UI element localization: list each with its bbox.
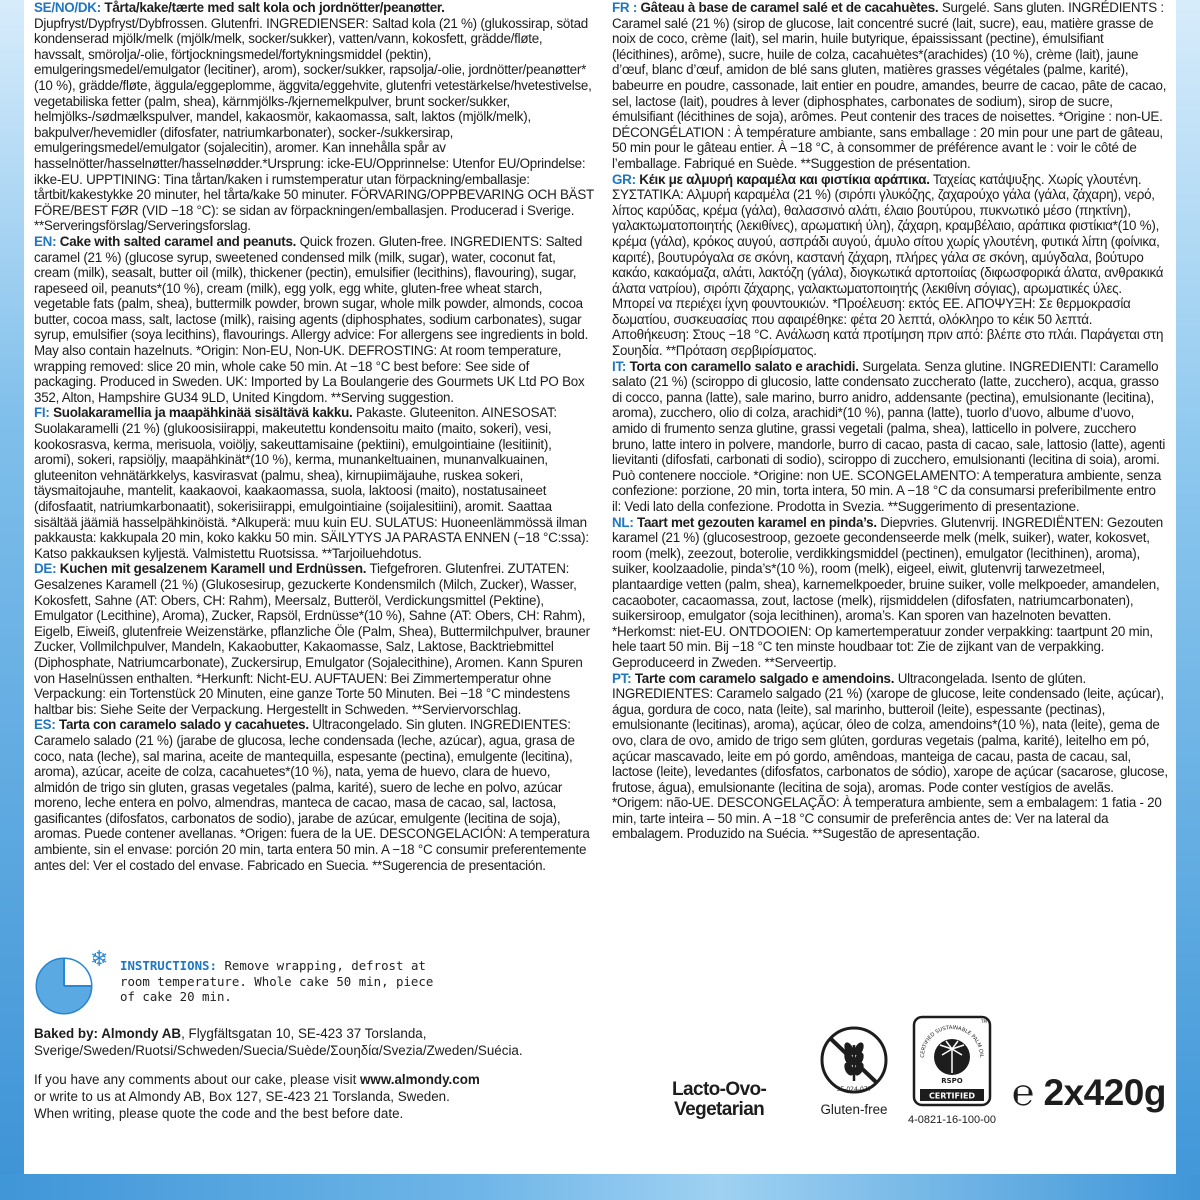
ingredients-column-right xyxy=(612,0,1168,842)
contact-line-2: or write to us at Almondy AB, Box 127, SE-423 21 Torslanda, Sweden. xyxy=(34,1089,450,1104)
bottom-border-decoration xyxy=(0,1174,1200,1200)
contact-line-3: When writing, please quote the code and the best before date. xyxy=(34,1106,404,1121)
snowflake-icon: ❄ xyxy=(90,946,109,971)
label-panel xyxy=(24,0,1176,1174)
rspo-certified: CERTIFIED xyxy=(928,1091,976,1101)
estimated-sign-icon: ℮ xyxy=(1012,1072,1034,1113)
rspo-code: 4-0821-16-100-00 xyxy=(907,1114,997,1126)
section-gr: GR: Κέικ με αλμυρή καραμέλα και φιστίκια αράπικα. Ταχείας κατάψυξης. Χωρίς γλουτένη. ΣΥΣΤΑΤΙΚΑ: Αλμυρή καραμέλα (21 %) (σιρόπι γλυκόζης, ζαχαρούχο γάλα (γάλα, ζάχαρη), νερό, λίπος καρύδας, κρέμα (γάλα), θαλασσινό αλάτι, έλαιο βουτύρου, πυκνωτικό μέσο (πηκτίνη), γαλακτωματοποιητής (λεκιθίνες), αρωματική ύλη), ζάχαρη, κραμβέλαιο, αράπικα φιστίκια*(10 %), κρέμα (γάλα), κρόκος αυγού, ασπράδι αυγού, άμυλο σίτου χωρίς γλουτένη, φυτικά λίπη (φοίνικα, καριτέ), βουτυρόγαλα σε σκόνη, καστανή ζάχαρη, πλήρες γάλα σε σκόνη, αμύγδαλα, βούτυρο κακάο, κακαόμαζα, αλάτι, λακτόζη (γάλα), διογκωτικά αρτοποιίας (διφωσφορικά άλατα, ανθρακικά άλατα νατρίου), σιρόπι ζάχαρης, γαλακτωματοποιητής (λεκιθίνη σόγιας), αρωματικές ύλες. Μπορεί να περιέχει ίχνη φουντουκιών. *Προέλευση: εκτός ΕΕ. ΑΠΟΨΥΞΗ: Σε θερμοκρασία δωματίου, συσκευασίας που αφαιρέθηκε: φέτα 20 λεπτά, ολόκληρο το κέικ 50 λεπτά. Αποθήκευση: Στους −18 °C. Ανάλωση κατά προτίμηση πριν από: βλέπε στο πλάι. Παράγεται στη Σουηδία. **Πρόταση σερβιρίσματος. xyxy=(612,171,1164,359)
net-weight: ℮ 2x420g xyxy=(1012,1072,1166,1113)
section-it: IT: Torta con caramello salato e arachidi. Surgelata. Senza glutine. INGREDIENTI: Caramello salato (21 %) (sciroppo di glucosio, latte condensato zuccherato (latte, zucchero), acqua, grasso di cocco, panna (latte), sale marino, burro anidro, addensante (pectina), emulsionante (lecitina), aroma), zucchero, olio di colza, arachidi*(10 %), panna (latte), tuorlo d’uovo, albume d’uovo, amido di frumento senza glutine, grassi vegetali (palma, shea), latticello in polvere, zucchero bruno, latte intero in polvere, mandorle, burro di cacao, pasta di cacao, sale, lattosio (latte), agenti lievitanti (difosfati, carbonati di sodio), sciroppo di zucchero, emulsionanti (lecitina di soia), aromi. Può contenere nocciole. *Origine: non UE. SCONGELAMENTO: A temperatura ambiente, senza confezione: porzione, 20 min, torta intera, 50 min. A −18 °C da consumarsi preferibilmente entro il: Vedi lato della confezione. Prodotta in Svezia. **Suggerimento di presentazione. xyxy=(612,358,1166,514)
website-link[interactable]: www.almondy.com xyxy=(360,1072,480,1087)
rspo-trademark: TM xyxy=(981,1019,987,1024)
gluten-free-badge xyxy=(804,1025,904,1117)
gluten-free-label: Gluten-free xyxy=(820,1102,888,1117)
section-se-no-dk: SE/NO/DK: Tårta/kake/tærte med salt kola och jordnötter/peanøtter. Djupfryst/Dypfryst/Dybfrossen. Glutenfri. INGREDIENSER: Saltad kola (21 %) (glukossirap, sötad kondenserad mjölk/melk (mjölk/melk, socker/sukker), vatten/vann, kokosfett, grädde/fløte, havssalt, smörolja/-olie, förtjockningsmedel/fortykningsmiddel (pektin), emulgeringsmedel/emulgator (lecitiner), arom), socker/sukker, rapsolja/-olie, jordnötter/peanøtter*(10 %), grädde/fløte, äggula/eggeplomme, äggvita/eggehvite, glutenfri vetestärkelse/hvetestivelse, vegetabiliska fetter (palm, shea), kärnmjölks-/kjernemelkpulver, brunt socker/sukker, helmjölks-/sødmælkspulver, mandel, kakaosmör, kakaomassa, salt, laktos (mjölk/melk), bakpulver/hevemidler (difosfater, natriumkarbonater), socker-/sukkersirap, emulgeringsmedel/emulgator (sojalecitin), aromer. Kan innehålla spår av hasselnötter/hasselnøtter/hasselnødder.*Ursprung: icke-EU/Opprinnelse: Utenfor EU/Oprindelse: ikke-EU. UPPTINING: Tina tårtan/kaken i rumstemperatur utan förpackning/emballasje: tårtbit/kakestykke 20 minuter, hel tårta/kake 50 minuter. FÖRVARING/OPPBEVARING OCH BÄST FÖRE/BEST FØR (VID −18 °C): se sidan av förpackningen/emballasjen. Producerad i Sverige. **Serveringsförslag/Serveringsforslag. xyxy=(34,0,594,234)
contact-info xyxy=(34,1071,594,1122)
rspo-badge xyxy=(904,1015,1000,1126)
rspo-ring-text: CERTIFIED SUSTAINABLE PALM OIL xyxy=(919,1024,985,1058)
crossed-grain-icon xyxy=(819,1025,889,1095)
instructions-text: INSTRUCTIONS: Remove wrapping, defrost at room temperature. Whole cake 50 min, piece of cake 20 min. xyxy=(120,958,434,1004)
left-border-decoration xyxy=(0,0,24,1200)
section-es: ES: Tarta con caramelo salado y cacahuetes. Ultracongelado. Sin gluten. INGREDIENTES: Caramelo salado (21 %) (jarabe de glucosa, leche condensada (leche, azúcar), agua, grasa de coco, nata (leche), sal marina, aceite de mantequilla, espesante (pectina), emulgente (lecitina), aroma), azúcar, aceite de colza, cacahuetes*(10 %), nata, yema de huevo, clara de huevo, almidón de trigo sin gluten, grasas vegetales (palma, karité), suero de leche en polvo, azúcar moreno, leche entera en polvo, almendras, manteca de cacao, masa de cacao, sal, lactosa, gasificantes (difosfatos, carbonatos de sodio), jarabe de azúcar, emulgente (lecitina de soja), aromas. Puede contener avellanas. *Origen: fuera de la UE. DESCONGELACIÓN: A temperatura ambiente, sin el envase: porción 20 min, tarta entera 50 min. A −18 °C consumir preferentemente antes del: Ver el costado del envase. Fabricado en Suecia. **Sugerencia de presentación. xyxy=(34,717,590,873)
section-de: DE: Kuchen mit gesalzenem Karamell und Erdnüssen. Tiefgefroren. Glutenfrei. ZUTATEN: Gesalzenes Karamell (21 %) (Glukosesirup, gezuckerte Kondensmilch (Milch, Zucker), Wasser, Kokosfett, Sahne (AT: Obers, CH: Rahm), Meersalz, Butteröl, Verdickungsmittel (Pektine), Emulgator (Lecithine), Aroma), Zucker, Rapsöl, Erdnüsse*(10 %), Sahne (AT: Obers, CH: Rahm), Eigelb, Eiweiß, glutenfreie Weizenstärke, pflanzliche Öle (Palm, Shea), Buttermilchpulver, brauner Zucker, Vollmilchpulver, Mandeln, Kakaobutter, Kakaomasse, Salz, Laktose, Backtriebmittel (Diphosphate, Natriumcarbonate), Zuckersirup, Emulgator (Sojalecithine), Aromen. Kann Spuren von Haselnüssen enthalten. *Herkunft: Nicht-EU. AUFTAUEN: Bei Zimmertemperatur ohne Verpackung: ein Tortenstück 20 Minuten, eine ganze Torte 50 Minuten. Bei −18 °C mindestens haltbar bis: Siehe Seite der Verpackung. Hergestellt in Schweden. **Serviervorschlag. xyxy=(34,561,590,717)
section-en: EN: Cake with salted caramel and peanuts. Quick frozen. Gluten-free. INGREDIENTS: Salted caramel (21 %) (glucose syrup, sweetened condensed milk (milk, sugar), water, coconut fat, cream (milk), seasalt, butter oil (milk), thickener (pectin), emulsifier (lecithins), flavouring), sugar, rapeseed oil, peanuts*(10 %), cream (milk), egg yolk, egg white, gluten-free wheat starch, vegetable fats (palm, shea), buttermilk powder, brown sugar, whole milk powder, almonds, cocoa butter, cocoa mass, salt, lactose (milk), raising agents (diphosphates, sodium carbonates), sugar syrup, emulsifier (soya lecithins), flavourings. Allergy advice: For allergens see ingredients in bold. May also contain hazelnuts. *Origin: Non-EU, Non-UK. DEFROSTING: At room temperature, wrapping removed: slice 20 min, whole cake 50 min. At −18 °C best before: See side of packaging. Produced in Sweden. UK: Imported by La Boulangerie des Gourmets UK Ltd PO Box 352, Alton, Hampshire GU34 9LD, United Kingdom. **Serving suggestion. xyxy=(34,233,589,405)
rspo-name: RSPO xyxy=(941,1077,963,1085)
contact-line-1: If you have any comments about our cake, please visit www.almondy.com xyxy=(34,1072,480,1087)
instructions-block xyxy=(34,948,594,1008)
section-fi: FI: Suolakaramellia ja maapähkinää sisältävä kakku. Pakaste. Gluteeniton. AINESOSAT: Suolakaramelli (21 %) (glukoosisiirappi, makeutettu kondensoitu maito (maito, sokeri), vesi, kookosrasva, kerma, merisuola, voiöljy, sakeuttamisaine (pektiini), emulgointiaine (lesitiinit), aromi), sokeri, rapsiöljy, maapähkinät*(10 %), kerma, munankeltuainen, munanvalkuainen, gluteeniton vehnätärkkelys, kasvirasvat (palmu, shea), kirnupiimäjauhe, ruskea sokeri, täysmaitojauhe, mantelit, kaakaovoi, kaakaomassa, suola, laktoosi (maito), nostatusaineet (difosfaatit, natriumkarbonaatit), sokerisiirappi, emulgointiaine (soijalesitiini), aromit. Saattaa sisältää jäämiä hasselpähkinöistä. *Alkuperä: muu kuin EU. SULATUS: Huoneenlämmössä ilman pakkausta: kakkupala 20 min, koko kakku 50 min. SÄILYTYS JA PARASTA ENNEN (−18 °C:ssa): Katso pakkauksen kyljestä. Valmistettu Ruotsissa. **Tarjoiluehdotus. xyxy=(34,405,589,561)
gluten-free-code: SE-024-077 xyxy=(836,1086,872,1093)
clock-icon xyxy=(34,956,94,1016)
ingredients-column-left xyxy=(34,0,594,873)
section-fr: FR : Gâteau à base de caramel salé et de cacahuètes. Surgelé. Sans gluten. INGRÉDIENTS : Caramel salé (21 %) (sirop de glucose, lait concentré sucré (lait, sucre), eau, matière grasse de noix de coco, crème (lait), sel marin, huile butyrique, épaississant (pectine), émulsifiant (lécithines), arôme), sucre, huile de colza, cacahuètes*(arachides) (10 %), crème (lait), jaune d’œuf, blanc d’œuf, amidon de blé sans gluten, matières grasses végétales (palme, karité), babeurre en poudre, cassonade, lait entier en poudre, amandes, beurre de cacao, pâte de cacao, sel, lactose (lait), poudres à lever (diphosphates, carbonates de sodium), sirop de sucre, émulsifiant (lécithines de soja), arômes. Peut contenir des traces de noisettes. *Origine : non-UE. DÉCONGÉLATION : À température ambiante, sans emballage : 20 min pour une part de gâteau, 50 min pour le gâteau entier. À −18 °C, à consommer de préférence avant le : voir le côté de l’emballage. Fabriqué en Suède. **Suggestion de présentation. xyxy=(612,0,1167,171)
baked-by-address: Baked by: Almondy AB, Flygfältsgatan 10, SE-423 37 Torslanda, Sverige/Sweden/Ruotsi/Schweden/Suecia/Suède/Σουηδία/Svezia/Zweden/Suécia. xyxy=(34,1026,523,1058)
section-nl: NL: Taart met gezouten karamel en pinda’s. Diepvries. Glutenvrij. INGREDIËNTEN: Gezouten karamel (21 %) (glucosestroop, gezoete gecondenseerde melk (melk, suiker), water, kokosvet, room (melk), zeezout, boterolie, verdikkingsmiddel (pectinen), emulgator (lecithinen), aroma), suiker, koolzaadolie, pinda’s*(10 %), room (melk), eigeel, eiwit, glutenvrij tarwezetmeel, plantaardige vetten (palm, shea), karnemelkpoeder, bruine suiker, volle melkpoeder, amandelen, cacaoboter, cacaomassa, zout, lactose (melk), rijsmiddelen (difosfaten, natriumcarbonaten), suikersiroop, emulgator (soja lecithinen), aroma’s. Kan sporen van hazelnoten bevatten. *Herkomst: niet-EU. ONTDOOIEN: Op kamertemperatuur zonder verpakking: taartpunt 20 min, hele taart 50 min. Bij −18 °C ten minste houdbaar tot: Zie de zijkant van de verpakking. Geproduceerd in Zweden. **Serveertip. xyxy=(612,514,1163,670)
section-pt: PT: Tarte com caramelo salgado e amendoins. Ultracongelada. Isento de glúten. INGREDIENTES: Caramelo salgado (21 %) (xarope de glucose, leite condensado (leite, açúcar), água, gordura de coco, nata (leite), sal marinho, butteroil (leite), espessante (pectinas), emulsionante (lecitinas), aroma), açúcar, óleo de colza, amendoins*(10 %), nata (leite), gema de ovo, clara de ovo, amido de trigo sem glúten, gorduras vegetais (palma, karité), leitelho em pó, açúcar mascavado, leite em pó gordo, amêndoas, manteiga de cacau, pasta de cacau, sal, lactose (leite), levedantes (difosfatos, carbonatos de sódio), xarope de açúcar (sacarose, glucose, frutose, água), emulsionante (lecitina de soja), aromas. Pode conter vestígios de avelãs. *Origem: não-UE. DESCONGELAÇÃO: À temperatura ambiente, sem a embalagem: 1 fatia - 20 min, tarte inteira – 50 min. A −18 °C consumir de preferência antes de: Ver na lateral da embalagem. Produzido na Suécia. **Sugestão de apresentação. xyxy=(612,670,1168,842)
rspo-palm-icon xyxy=(912,1015,992,1107)
right-border-decoration xyxy=(1176,0,1200,1200)
lacto-ovo-vegetarian-label: Lacto-Ovo- Vegetarian xyxy=(672,1079,767,1120)
